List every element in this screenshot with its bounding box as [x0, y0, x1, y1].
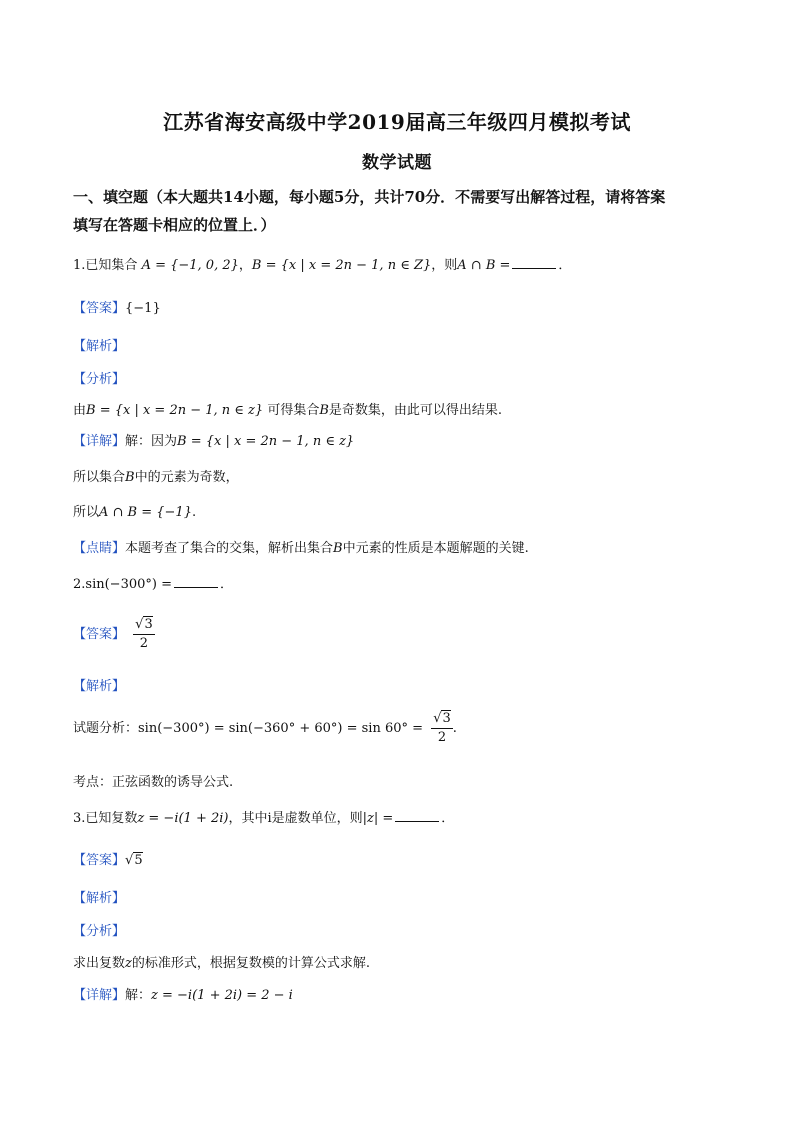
text: 解：因为 — [125, 434, 178, 449]
q1-fenxi-text — [73, 399, 502, 418]
answer-tag: 【答案】 — [73, 301, 126, 316]
variable: B — [125, 470, 135, 485]
question-1 — [73, 254, 571, 273]
detail-tag: 【详解】 — [73, 988, 126, 1003]
answer-value: 5 — [134, 853, 143, 868]
complex-simplification: z = −i(1 + 2i) = 2 − i — [151, 988, 293, 1003]
question-number: 2. — [73, 577, 86, 592]
q3-answer — [73, 849, 143, 868]
answer-tag: 【答案】 — [73, 627, 126, 642]
text: 可得集合 — [267, 403, 320, 418]
answer-tag: 【答案】 — [73, 853, 126, 868]
q1-answer — [73, 297, 161, 316]
q3-fenxi-text — [73, 952, 370, 971]
detail-tag: 【详解】 — [73, 434, 126, 449]
document-title: 江苏省海安高级中学2019届高三年级四月模拟考试 — [163, 110, 631, 134]
answer-blank — [395, 809, 439, 822]
sqrt-symbol: √3 — [433, 711, 451, 726]
intersection-expression: A ∩ B = — [457, 258, 511, 273]
text: 所以集合 — [73, 470, 126, 485]
fraction-numerator: 3 — [144, 617, 153, 632]
sqrt-symbol: √5 — [125, 853, 143, 868]
fraction-numerator: 3 — [442, 711, 451, 726]
question-text: ，则 — [431, 258, 458, 273]
set-a-expression: A = {−1, 0, 2} — [141, 258, 239, 273]
text: 求出复数 — [73, 956, 126, 971]
text: 的标准形式，根据复数模的计算公式求解. — [131, 956, 371, 971]
question-text: 已知复数 — [85, 811, 138, 826]
text: . — [191, 505, 197, 520]
text: . — [452, 721, 457, 736]
fraction-denominator: 2 — [139, 636, 149, 651]
set-b-definition: B = {x | x = 2n − 1, n ∈ z} — [86, 403, 264, 418]
sine-expression: sin(−300°) = — [85, 577, 172, 592]
text: 本题考查了集合的交集，解析出集合 — [125, 541, 334, 556]
section-heading-line-2: 填写在答题卡相应的位置上．） — [73, 216, 276, 234]
fraction-denominator: 2 — [437, 730, 447, 745]
q3-detail — [73, 984, 293, 1003]
answer-fraction — [133, 616, 155, 653]
text: 解： — [125, 988, 152, 1003]
sqrt-symbol: √3 — [135, 617, 153, 632]
question-end: ． — [441, 811, 455, 826]
answer-value: {−1} — [125, 301, 161, 316]
set-b-expression: B = {x | x = 2n − 1, n ∈ Z} — [251, 258, 432, 273]
comment-tag: 【点睛】 — [73, 541, 126, 556]
question-text: 已知集合 — [85, 258, 138, 273]
q1-step-1 — [73, 466, 239, 485]
question-text: ，其中i是虚数单位，则 — [228, 811, 363, 826]
question-number: 3. — [73, 811, 86, 826]
analysis-tag: 【解析】 — [73, 679, 126, 694]
text: 试题分析： — [73, 721, 139, 736]
analysis-tag: 【解析】 — [73, 891, 126, 906]
section-heading-line-1: 一、填空题（本大题共14小题，每小题5分，共计70分．不需要写出解答过程，请将答案 — [73, 188, 666, 206]
set-b-definition: B = {x | x = 2n − 1, n ∈ z} — [177, 434, 355, 449]
question-end: ． — [219, 577, 233, 592]
question-end: ． — [558, 258, 572, 273]
answer-blank — [512, 256, 556, 269]
variable: B — [319, 403, 329, 418]
sine-derivation: sin(−300°) = sin(−360° + 60°) = sin 60° = — [138, 721, 424, 736]
variable: z — [125, 956, 132, 971]
question-2 — [73, 573, 233, 592]
q1-comment — [73, 537, 529, 556]
fenxi-tag: 【分析】 — [73, 924, 126, 939]
separator: ， — [238, 258, 252, 273]
q2-kaodian: 考点：正弦函数的诱导公式. — [73, 775, 234, 790]
complex-expression: z = −i(1 + 2i) — [137, 811, 229, 826]
analysis-tag: 【解析】 — [73, 339, 126, 354]
q1-detail — [73, 430, 354, 449]
text: 中的元素为奇数， — [134, 470, 239, 485]
q1-step-2 — [73, 501, 196, 520]
text: 中元素的性质是本题解题的关键. — [342, 541, 529, 556]
text: 是奇数集，由此可以得出结果. — [328, 403, 503, 418]
question-number: 1. — [73, 258, 86, 273]
result-fraction — [431, 710, 453, 747]
intersection-result: A ∩ B = {−1} — [99, 505, 192, 520]
text: 由 — [73, 403, 87, 418]
text: 所以 — [73, 505, 100, 520]
q2-work — [73, 710, 457, 747]
q2-answer — [73, 616, 155, 653]
modulus-expression: |z| = — [362, 811, 394, 826]
variable: B — [333, 541, 343, 556]
fenxi-tag: 【分析】 — [73, 372, 126, 387]
answer-blank — [174, 575, 218, 588]
document-subtitle: 数学试题 — [362, 153, 432, 173]
question-3 — [73, 807, 454, 826]
